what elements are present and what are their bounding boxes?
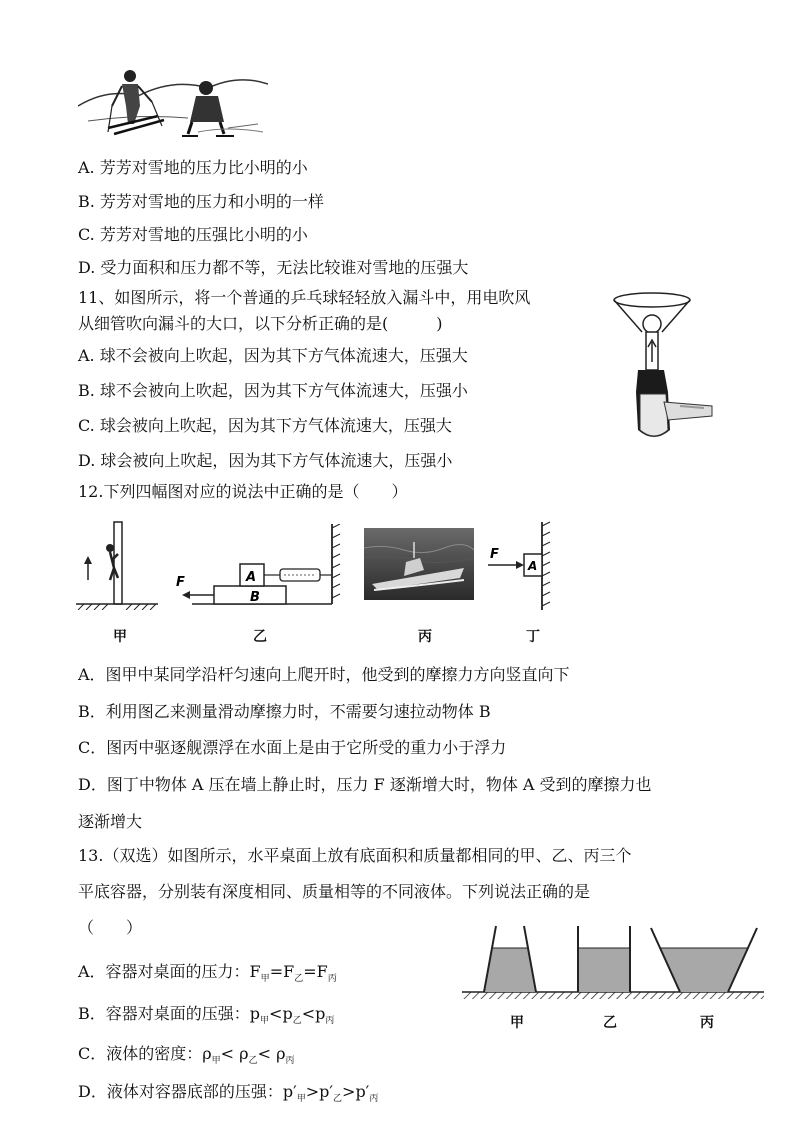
q10-option-b: B. 芳芳对雪地的压力和小明的一样 (78, 192, 324, 211)
q13-option-c: C．液体的密度：$\rho_甲< \rho_乙< \rho_丙$ (78, 1044, 295, 1067)
fig-ding-letter-f: F (490, 547, 499, 562)
fig-ding-block-on-wall (484, 520, 564, 612)
fig-yi-letter-b: B (250, 590, 260, 605)
fig-yi-friction-blocks (172, 524, 344, 610)
q12-option-c: C．图丙中驱逐舰漂浮在水面上是由于它所受的重力小于浮力 (78, 738, 507, 757)
q11-option-d: D. 球会被向上吹起，因为其下方气体流速大，压强小 (78, 451, 453, 470)
q13-stem-line3: （ ） (78, 918, 143, 937)
skiing-illustration (78, 66, 268, 140)
q10-option-d: D. 受力面积和压力都不等，无法比较谁对雪地的压强大 (78, 258, 469, 277)
q13-fig-label-yi: 乙 (603, 1015, 617, 1031)
fig-bing-warship-photo (364, 528, 474, 600)
q12-option-b: B．利用图乙来测量滑动摩擦力时，不需要匀速拉动物体 B (78, 702, 491, 721)
fig-label-bing: 丙 (418, 629, 432, 645)
fig-ding-letter-a: A (528, 559, 538, 573)
q13-stem-line2: 平底容器，分别装有深度相同、质量相等的不同液体。下列说法正确的是 (78, 882, 591, 901)
q12-option-d-continued: 逐渐增大 (78, 812, 143, 831)
q11-option-c: C. 球会被向上吹起，因为其下方气体流速大，压强大 (78, 416, 452, 435)
fig-yi-letter-f: F (176, 575, 185, 590)
q13-fig-label-bing: 丙 (700, 1015, 714, 1031)
q11-option-a: A. 球不会被向上吹起，因为其下方气体流速大，压强大 (78, 346, 468, 365)
q11-option-b: B. 球不会被向上吹起，因为其下方气体流速大，压强小 (78, 381, 468, 400)
q12-option-a: A．图甲中某同学沿杆匀速向上爬开时，他受到的摩擦力方向竖直向下 (78, 665, 570, 684)
q13-option-a: A．容器对桌面的压力：$F_甲=F_乙=F_丙$ (78, 962, 337, 985)
funnel-hairdryer-figure (608, 290, 723, 450)
q13-option-d: D．液体对容器底部的压强：$p'_甲>p'_乙>p'_丙$ (78, 1082, 379, 1105)
q12-stem: 12.下列四幅图对应的说法中正确的是（ ） (78, 482, 408, 501)
q11-stem-line2: 从细管吹向漏斗的大口，以下分析正确的是( ) (78, 314, 443, 333)
fig-label-jia: 甲 (113, 629, 127, 645)
fig-label-ding: 丁 (526, 629, 540, 645)
q10-option-c: C. 芳芳对雪地的压强比小明的小 (78, 225, 308, 244)
q13-stem-line1: 13.（双选）如图所示，水平桌面上放有底面积和质量都相同的甲、乙、丙三个 (78, 846, 632, 865)
q12-option-d: D．图丁中物体 A 压在墙上静止时，压力 F 逐渐增大时，物体 A 受到的摩擦力也 (78, 775, 652, 794)
q13-option-b: B．容器对桌面的压强：$p_甲<p_乙<p_丙$ (78, 1004, 335, 1027)
fig-yi-letter-a: A (246, 570, 257, 585)
fig-three-containers (462, 924, 764, 1004)
q10-option-a: A. 芳芳对雪地的压力比小明的小 (78, 158, 308, 177)
q11-stem-line1: 11、如图所示，将一个普通的乒乓球轻轻放入漏斗中，用电吹风 (78, 288, 531, 307)
fig-jia-climbing-pole (72, 520, 162, 610)
fig-label-yi: 乙 (253, 629, 267, 645)
q13-fig-label-jia: 甲 (510, 1015, 524, 1031)
